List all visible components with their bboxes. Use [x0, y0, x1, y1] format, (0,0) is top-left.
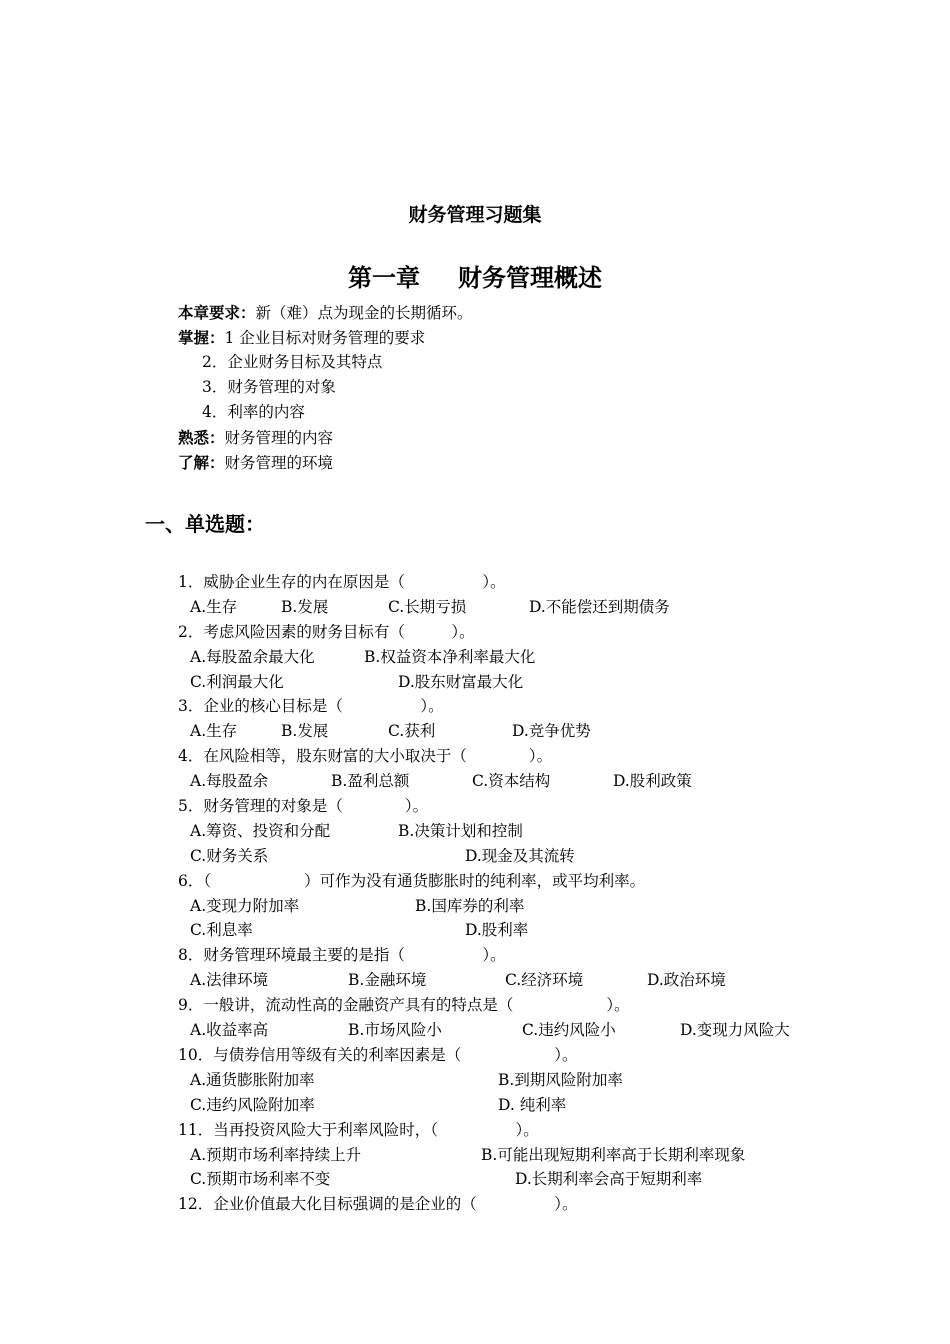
requirement-master-item: 2．企业财务目标及其特点	[202, 353, 383, 371]
question-option: A.生存	[190, 722, 238, 740]
question-option: B.权益资本净利率最大化	[364, 648, 536, 666]
question-stem: 12．企业价值最大化目标强调的是企业的（ ）。	[178, 1195, 578, 1213]
question-option: A.每股盈余	[190, 772, 269, 790]
question-stem: 3．企业的核心目标是（ ）。	[178, 697, 444, 715]
question-option: C.违约风险小	[522, 1021, 616, 1039]
question-option: C.财务关系	[190, 847, 269, 865]
question-option: A.生存	[190, 598, 238, 616]
question-stem: 4．在风险相等，股东财富的大小取决于（ ）。	[178, 747, 553, 765]
question-option: C.利息率	[190, 921, 253, 939]
requirement-intro	[178, 300, 473, 326]
question-option: B.发展	[281, 722, 329, 740]
question-option: B.市场风险小	[348, 1021, 442, 1039]
question-stem: 6．（ ）可作为没有通货膨胀时的纯利率，或平均利率。	[178, 872, 646, 890]
question-option: C.长期亏损	[388, 598, 467, 616]
question-option: C.经济环境	[505, 971, 584, 989]
chapter-heading	[0, 258, 950, 293]
question-stem: 11．当再投资风险大于利率风险时，（ ）。	[178, 1121, 539, 1139]
requirement-familiar-text: 财务管理的内容	[224, 429, 334, 447]
document-title: 财务管理习题集	[408, 204, 542, 226]
question-option: A.每股盈余最大化	[190, 648, 315, 666]
section-heading: 一、单选题：	[145, 512, 265, 536]
question-option: D.长期利率会高于短期利率	[515, 1170, 703, 1188]
question-option: D.现金及其流转	[465, 847, 575, 865]
question-option: D.股东财富最大化	[398, 673, 524, 691]
question-option: B.金融环境	[348, 971, 427, 989]
requirement-intro-label: 本章要求：	[178, 303, 256, 322]
question-stem: 10．与债券信用等级有关的利率因素是（ ）。	[178, 1046, 578, 1064]
requirement-master	[178, 325, 425, 351]
question-stem: 5．财务管理的对象是（ ）。	[178, 797, 429, 815]
requirement-master-item: 4．利率的内容	[202, 403, 305, 421]
question-stem: 2．考虑风险因素的财务目标有（ ）。	[178, 623, 475, 641]
question-option: B.国库券的利率	[415, 897, 525, 915]
question-stem: 8．财务管理环境最主要的是指（ ）。	[178, 946, 506, 964]
question-option: D.政治环境	[647, 971, 726, 989]
question-option: D.变现力风险大	[680, 1021, 790, 1039]
question-option: D.股利率	[465, 921, 529, 939]
question-option: D. 纯利率	[498, 1096, 567, 1114]
question-option: B.决策计划和控制	[398, 822, 523, 840]
question-option: A.筹资、投资和分配	[190, 822, 331, 840]
question-option: A.变现力附加率	[190, 897, 300, 915]
question-option: B.盈利总额	[331, 772, 410, 790]
chapter-number: 第一章	[348, 263, 420, 292]
question-option: C.获利	[388, 722, 436, 740]
requirement-understand-text: 财务管理的环境	[224, 454, 334, 472]
question-option: C.利润最大化	[190, 673, 284, 691]
requirement-familiar	[178, 425, 333, 451]
requirement-familiar-label: 熟悉：	[178, 428, 225, 447]
question-option: B.到期风险附加率	[498, 1071, 623, 1089]
question-option: B.发展	[281, 598, 329, 616]
question-option: D.股利政策	[613, 772, 692, 790]
question-option: A.法律环境	[190, 971, 269, 989]
question-option: A.收益率高	[190, 1021, 269, 1039]
question-stem: 1．威胁企业生存的内在原因是（ ）。	[178, 573, 506, 591]
requirement-understand-label: 了解：	[178, 453, 225, 472]
question-option: B.可能出现短期利率高于长期利率现象	[481, 1146, 746, 1164]
question-option: A.通货膨胀附加率	[190, 1071, 315, 1089]
question-stem: 9．一般讲，流动性高的金融资产具有的特点是（ ）。	[178, 996, 630, 1014]
requirement-master-item: 3．财务管理的对象	[202, 378, 336, 396]
chapter-name: 财务管理概述	[458, 263, 602, 292]
requirement-intro-text: 新（难）点为现金的长期循环。	[255, 304, 473, 322]
question-option: C.违约风险附加率	[190, 1096, 315, 1114]
requirement-understand	[178, 450, 333, 476]
question-option: C.资本结构	[472, 772, 551, 790]
question-option: A.预期市场利率持续上升	[190, 1146, 362, 1164]
question-option: C.预期市场利率不变	[190, 1170, 331, 1188]
requirement-master-label: 掌握：	[178, 328, 225, 347]
requirement-master-item: 1 企业目标对财务管理的要求	[224, 329, 426, 347]
question-option: D.竞争优势	[512, 722, 591, 740]
question-option: D.不能偿还到期债务	[529, 598, 670, 616]
